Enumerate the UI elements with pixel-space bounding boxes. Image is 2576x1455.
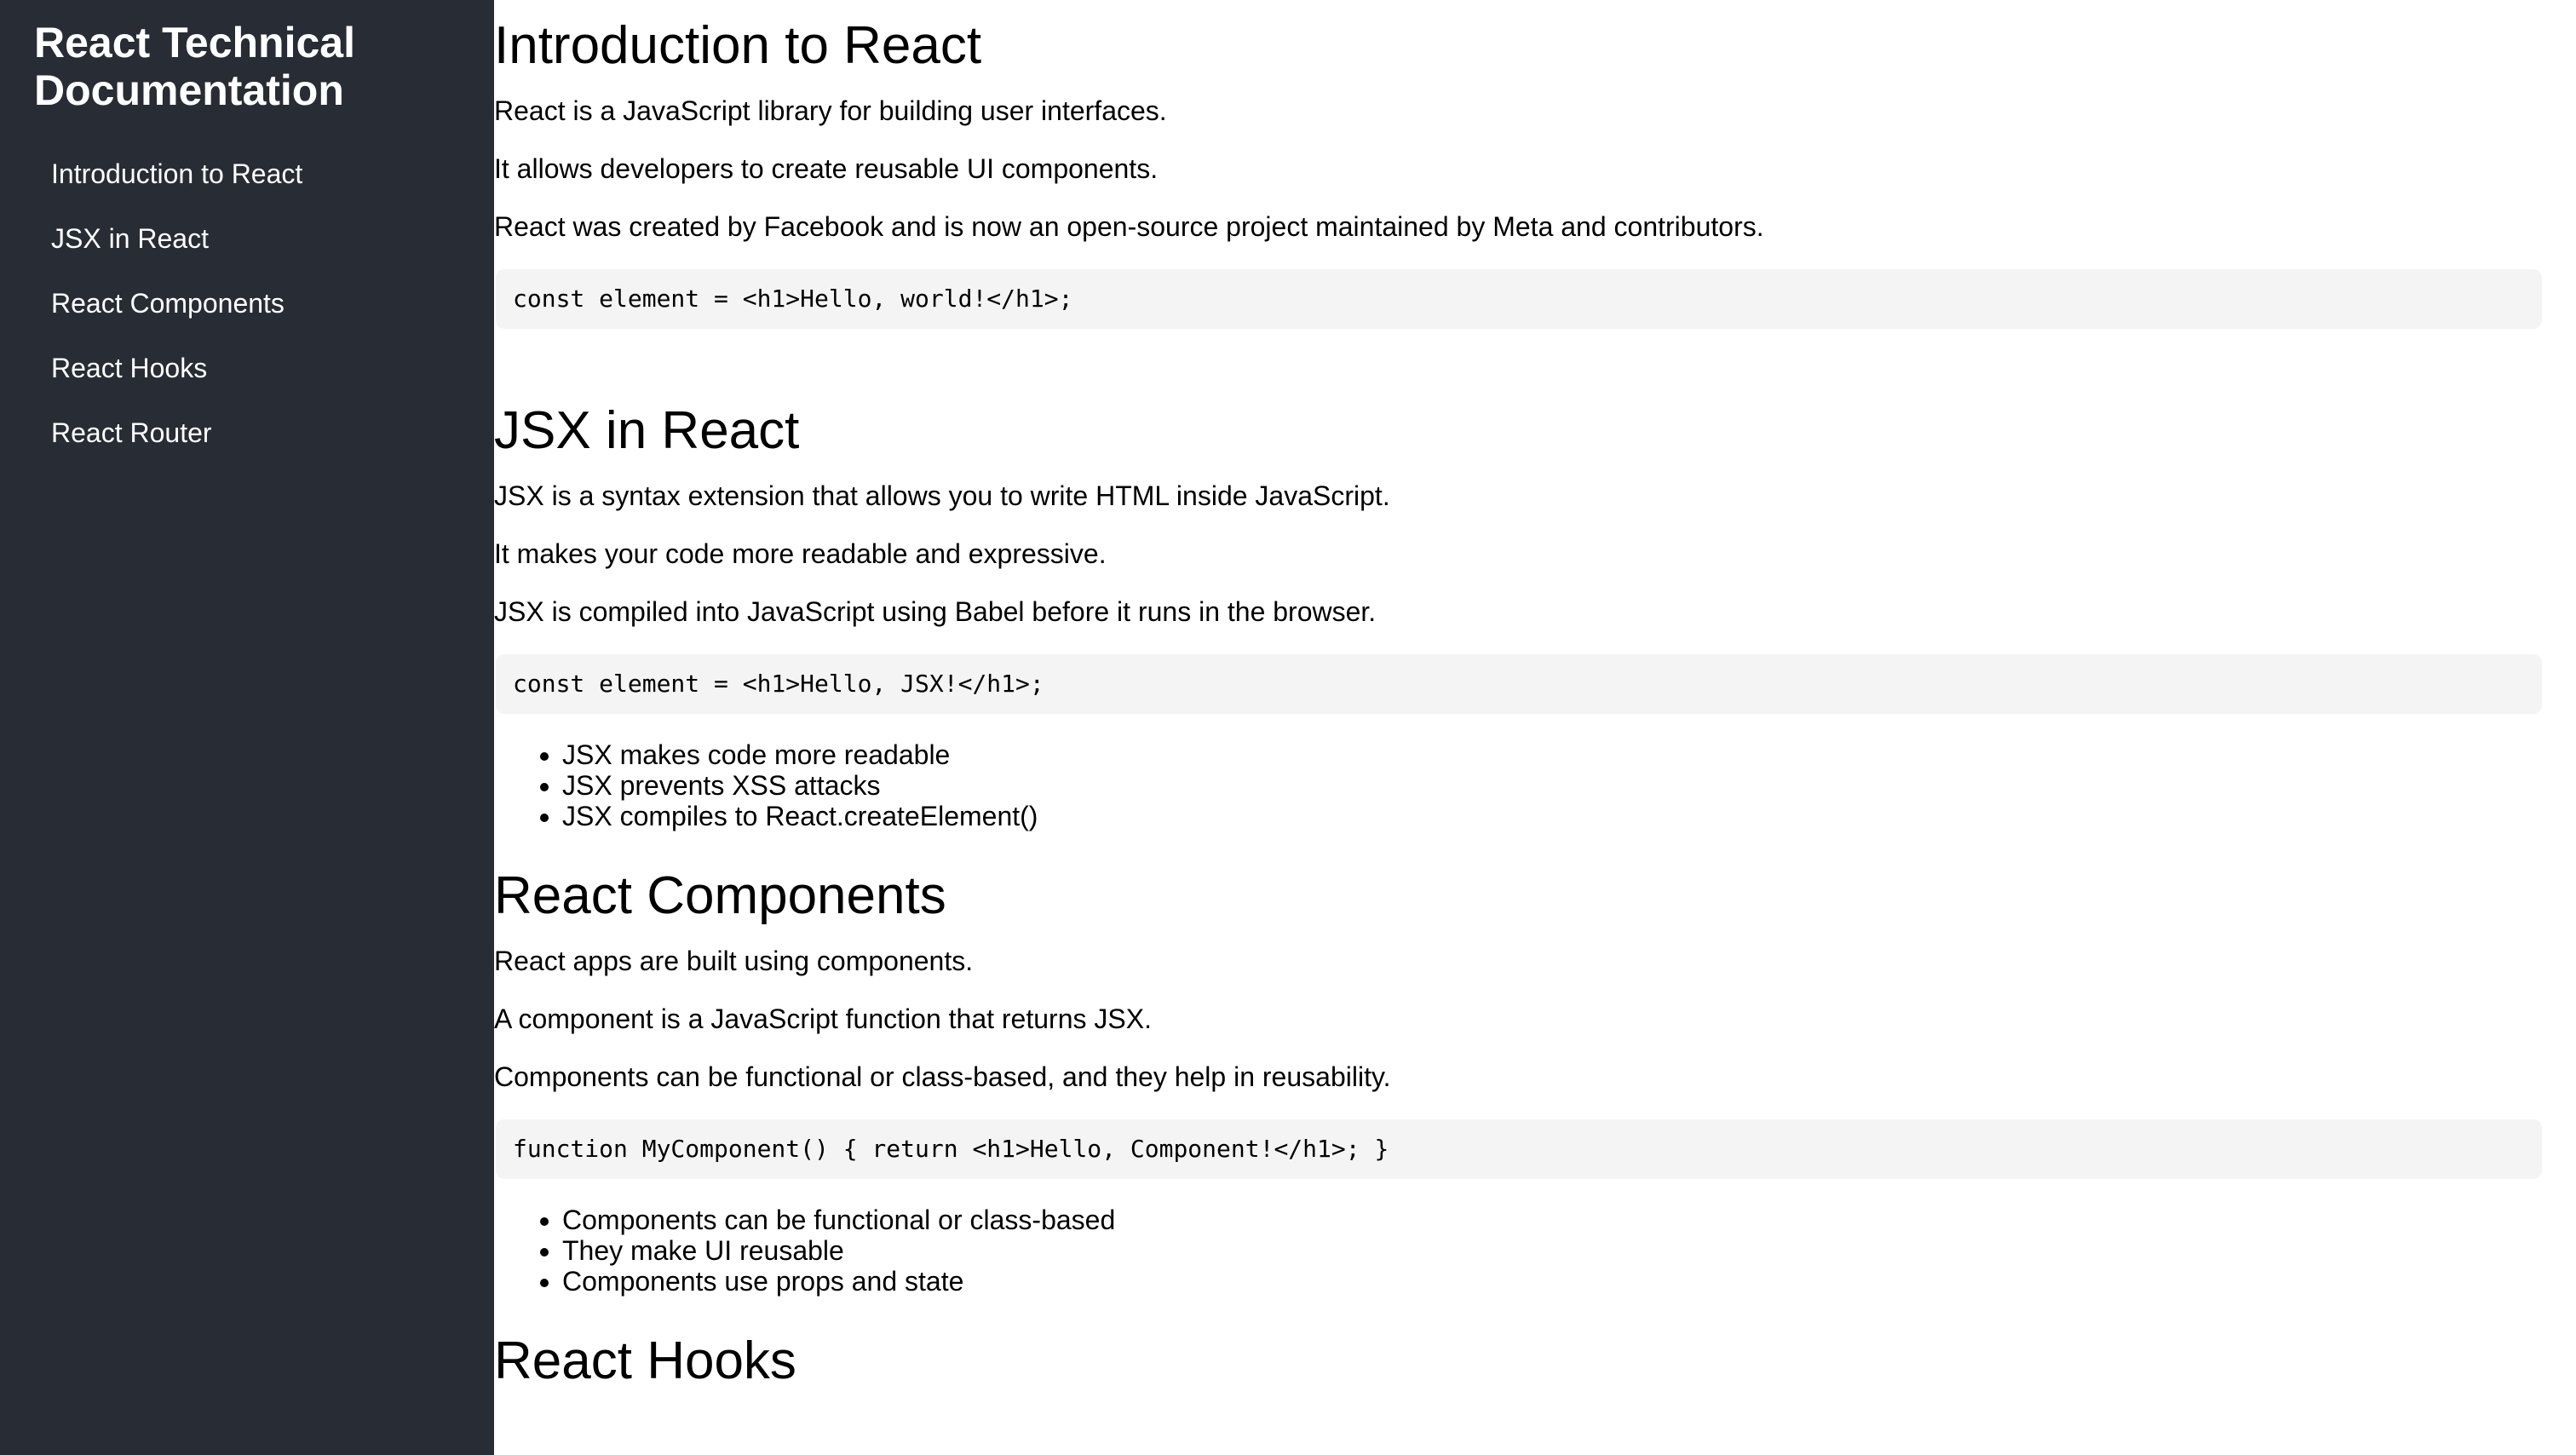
section-title: Introduction to React [494,16,982,75]
sidebar-title: React Technical Documentation [34,19,356,114]
section-react-hooks [494,1331,2542,1392]
list-item: • JSX makes code more readable [562,739,2542,770]
bullet-list [494,1205,2542,1297]
section-title: React Hooks [494,1331,796,1390]
nav-link-introduction-to-react[interactable]: Introduction to React [51,158,303,189]
section-react-components [494,866,2542,1297]
code-block: function MyComponent() { return <h1>Hello, Component!</h1>; } [496,1119,2542,1179]
bullet-list [494,739,2542,831]
section-paragraph: Components can be functional or class-based, and they help in reusability. [494,1061,1391,1092]
section-jsx-in-react [494,400,2542,831]
section-paragraph: JSX is a syntax extension that allows you to write HTML inside JavaScript. [494,480,1390,511]
section-title: React Components [494,866,946,925]
list-item: • Components can be functional or class-based [562,1205,2542,1235]
section-paragraph: React apps are built using components. [494,946,974,976]
code-block: const element = <h1>Hello, world!</h1>; [496,269,2542,329]
list-item: • They make UI reusable [562,1235,2542,1266]
nav-link-react-components[interactable]: React Components [51,288,285,319]
nav-link-jsx-in-react[interactable]: JSX in React [51,223,209,254]
list-item: • Components use props and state [562,1266,2542,1297]
section-paragraph: React is a JavaScript library for building user interfaces. [494,95,1167,126]
section-paragraph: JSX is compiled into JavaScript using Babel before it runs in the browser. [494,596,1377,627]
section-title: JSX in React [494,401,800,460]
code-block: const element = <h1>Hello, JSX!</h1>; [496,654,2542,714]
section-paragraph: React was created by Facebook and is now an open-source project maintained by Meta and contributors. [494,211,1764,242]
section-paragraph: It makes your code more readable and expressive. [494,538,1107,569]
nav-list-item [0,220,494,285]
section-paragraph: A component is a JavaScript function that returns JSX. [494,1004,1152,1034]
sidebar-nav [0,0,494,1455]
list-item: • JSX prevents XSS attacks [562,770,2542,801]
nav-link-react-router[interactable]: React Router [51,417,212,448]
nav-link-react-hooks[interactable]: React Hooks [51,353,208,383]
list-item: • JSX compiles to React.createElement() [562,801,2542,831]
nav-list [0,155,494,479]
section-paragraph: It allows developers to create reusable UI components. [494,153,1159,184]
nav-list-item [0,414,494,479]
nav-list-item [0,155,494,220]
nav-list-item [0,349,494,414]
nav-list-item [0,285,494,349]
main-doc [494,0,2542,1455]
section-introduction-to-react [494,15,2542,329]
